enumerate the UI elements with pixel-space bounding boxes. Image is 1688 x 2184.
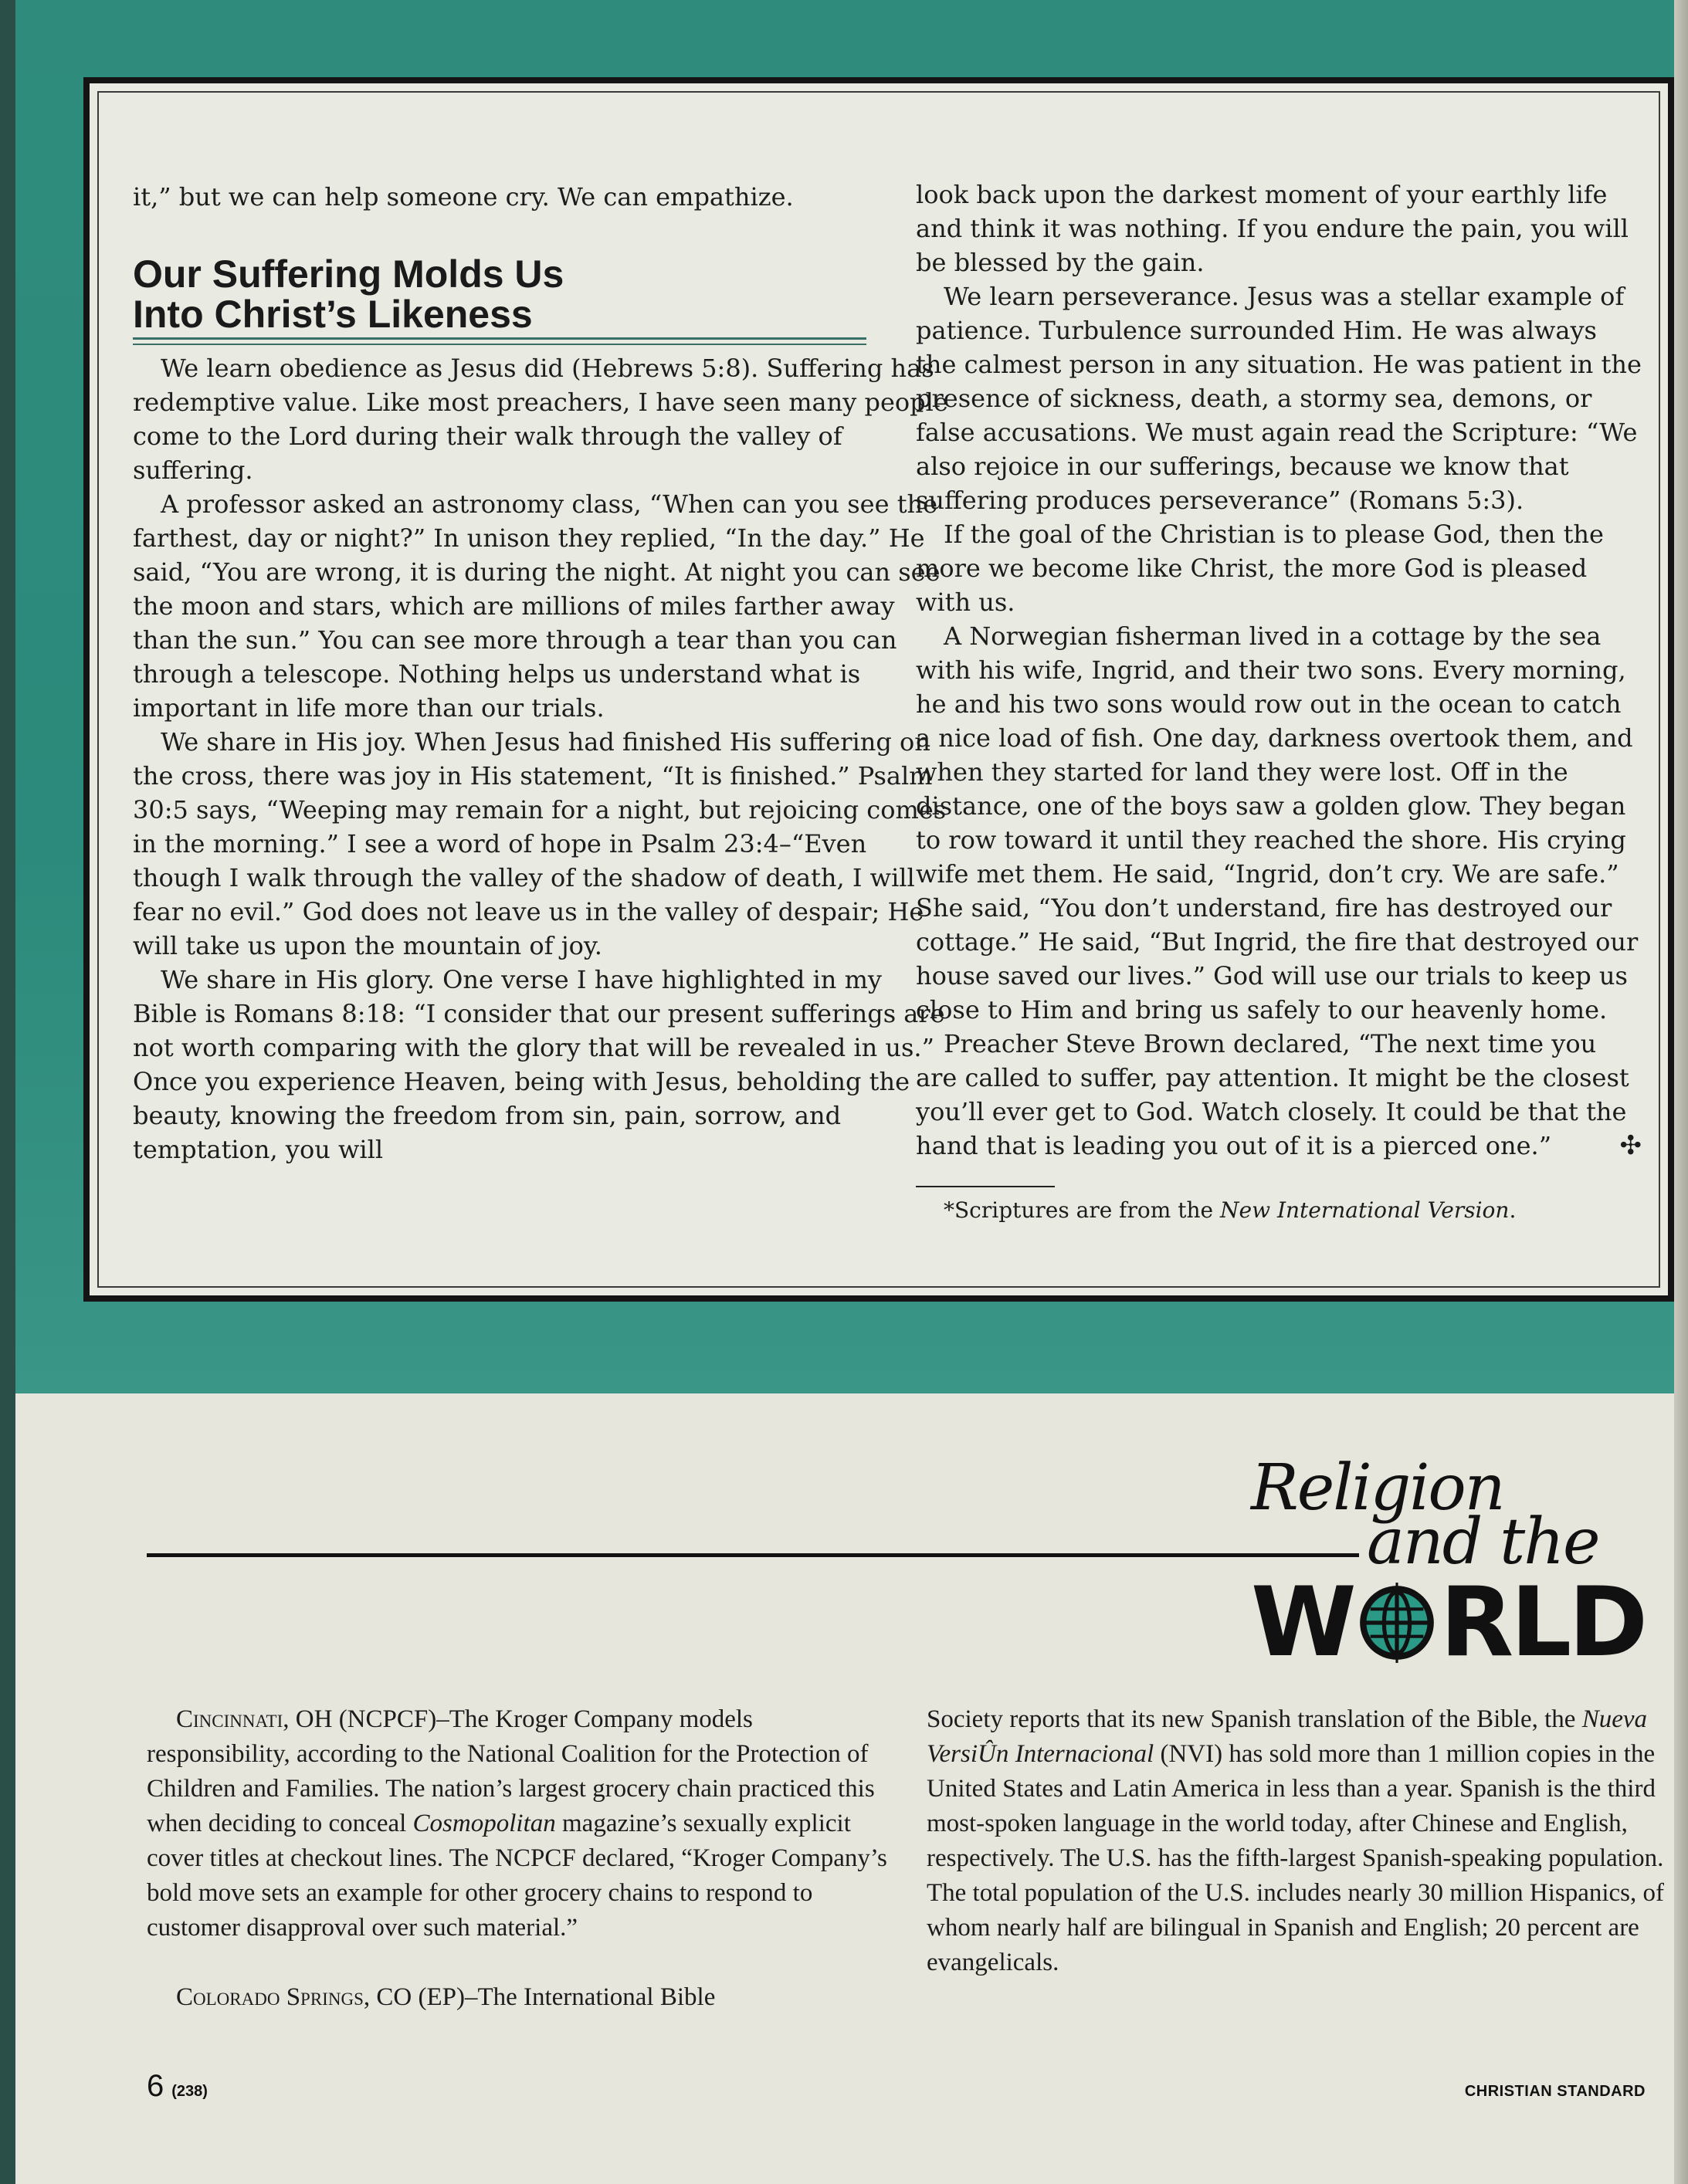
heading-line-1: Our Suffering Molds Us: [133, 252, 564, 296]
news-column-right: [927, 1702, 1668, 1980]
logo-word-religion: Religion: [1251, 1451, 1504, 1525]
dateline: Cincinnati, OH: [176, 1705, 333, 1733]
paragraph: If the goal of the Christian is to please God, then the more we become like Christ, the more God is pleased with us.: [916, 520, 1604, 617]
page-right-edge: [1674, 0, 1688, 2184]
globe-icon: [1357, 1581, 1437, 1664]
dateline: Colorado Springs, CO: [176, 1983, 412, 2011]
carryover-text: it,” but we can help someone cry. We can empathize.: [133, 182, 794, 212]
paragraph: We learn perseverance. Jesus was a stellar example of patience. Turbulence surrounded Him. He was always the calmest person in any situation. He was patient in the presence of sickness, death, a stormy sea, demons, or false accusations. We must again read the Scripture: “We also rejoice in our sufferings, because we know that suffering produces perseverance” (Romans 5:3).: [916, 282, 1642, 515]
section-heading: [133, 254, 951, 334]
paragraph: We share in His joy. When Jesus had finished His suffering on the cross, there was joy in His statement, “It is finished.” Psalm 30:5 says, “Weeping may remain for a night, but rejoicing comes in the morning.” I see a word of hope in Psalm 23:4–“Even though I walk through the valley of the shadow of death, I will fear no evil.” God does not leave us in the valley of despair; He will take us upon the mountain of joy.: [133, 727, 947, 960]
page-number: 6 (238): [147, 2069, 208, 2103]
logo-word-and-the: and the: [1367, 1505, 1599, 1579]
paragraph: We share in His glory. One verse I have highlighted in my Bible is Romans 8:18: “I consider that our present sufferings are not worth comparing with the glory that will be revealed in us.” Once you experience Heaven, being with Jesus, beholding the beauty, knowing the freedom from sin, pain, sorrow, and temptation, you will: [133, 965, 945, 1164]
paragraph-final: [916, 1027, 1642, 1163]
news-item-kroger: Cincinnati, OH (NCPCF)–The Kroger Company models responsibility, according to the National Coalition for the Protection of Children and Families. The nation’s largest grocery chain practiced this when deciding to conceal Cosmopolitan magazine’s sexually explicit cover titles at checkout lines. The NCPCF declared, “Kroger Company’s bold move sets an example for other grocery chains to respond to customer disapproval over such material.”: [147, 1705, 887, 1942]
paragraph-text: Preacher Steve Brown declared, “The next time you are called to suffer, pay attention. It might be the closest you’ll ever get to God. Watch closely. It could be that the hand that is leading you out of it is a pierced one.”: [916, 1029, 1629, 1160]
religion-and-the-world-logo: [1251, 1451, 1652, 1683]
paragraph: We learn obedience as Jesus did (Hebrews 5:8). Suffering has redemptive value. Like most preachers, I have seen many people come to the Lord during their walk through the valley of suffering.: [133, 354, 948, 485]
news-item-bible-society: Colorado Springs, CO (EP)–The International Bible: [176, 1983, 716, 2011]
article-box: [83, 77, 1674, 1302]
paragraph: A professor asked an astronomy class, “When can you see the farthest, day or night?” In unison they replied, “In the day.” He said, “You are wrong, it is during the night. At night you can see the moon and stars, which are millions of miles farther away than the sun.” You can see more through a tear than you can through a telescope. Nothing helps us understand what is important in life more than our trials.: [133, 489, 941, 723]
heading-underline: [133, 337, 866, 345]
logo-word-world: W RLD: [1251, 1567, 1646, 1678]
paragraph: A Norwegian fisherman lived in a cottage by the sea with his wife, Ingrid, and their two sons. Every morning, he and his two sons would row out in the ocean to catch a nice load of fish. One day, darkness overtook them, and when they started for land they were lost. Off in the distance, one of the boys saw a golden glow. They began to row toward it until they reached the shore. His crying wife met them. He said, “Ingrid, don’t cry. We are safe.” She said, “You don’t understand, fire has destroyed our cottage.” He said, “But Ingrid, the fire that destroyed our house saved our lives.” God will use our trials to keep us close to Him and bring us safely to our heavenly home.: [916, 621, 1639, 1024]
heading-line-2: Into Christ’s Likeness: [133, 293, 533, 336]
footnote-rule: [916, 1186, 1055, 1187]
carryover-text: look back upon the darkest moment of your earthly life and think it was nothing. If you endure the pain, you will be blessed by the gain.: [916, 180, 1629, 277]
magazine-name: CHRISTIAN STANDARD: [1464, 2083, 1646, 2100]
footnote: *Scriptures are from the New International Version.: [944, 1197, 1517, 1223]
article-column-left: [133, 180, 951, 1166]
article-column-right: [916, 178, 1642, 1224]
news-column-left: [147, 1702, 888, 2015]
page-binding-edge: [0, 0, 15, 2184]
end-mark-icon: ✣: [1619, 1130, 1642, 1161]
section-divider-rule: [147, 1553, 1359, 1557]
news-item-bible-society-continued: Society reports that its new Spanish translation of the Bible, the Nueva VersiÛn Internacional (NVI) has sold more than 1 million copies in the United States and Latin America in less than a year. Spanish is the third most-spoken language in the world today, after Chinese and English, respectively. The U.S. has the fifth-largest Spanish-speaking population. The total population of the U.S. includes nearly 30 million Hispanics, of whom nearly half are bilingual in Spanish and English; 20 percent are evangelicals.: [927, 1705, 1665, 1976]
